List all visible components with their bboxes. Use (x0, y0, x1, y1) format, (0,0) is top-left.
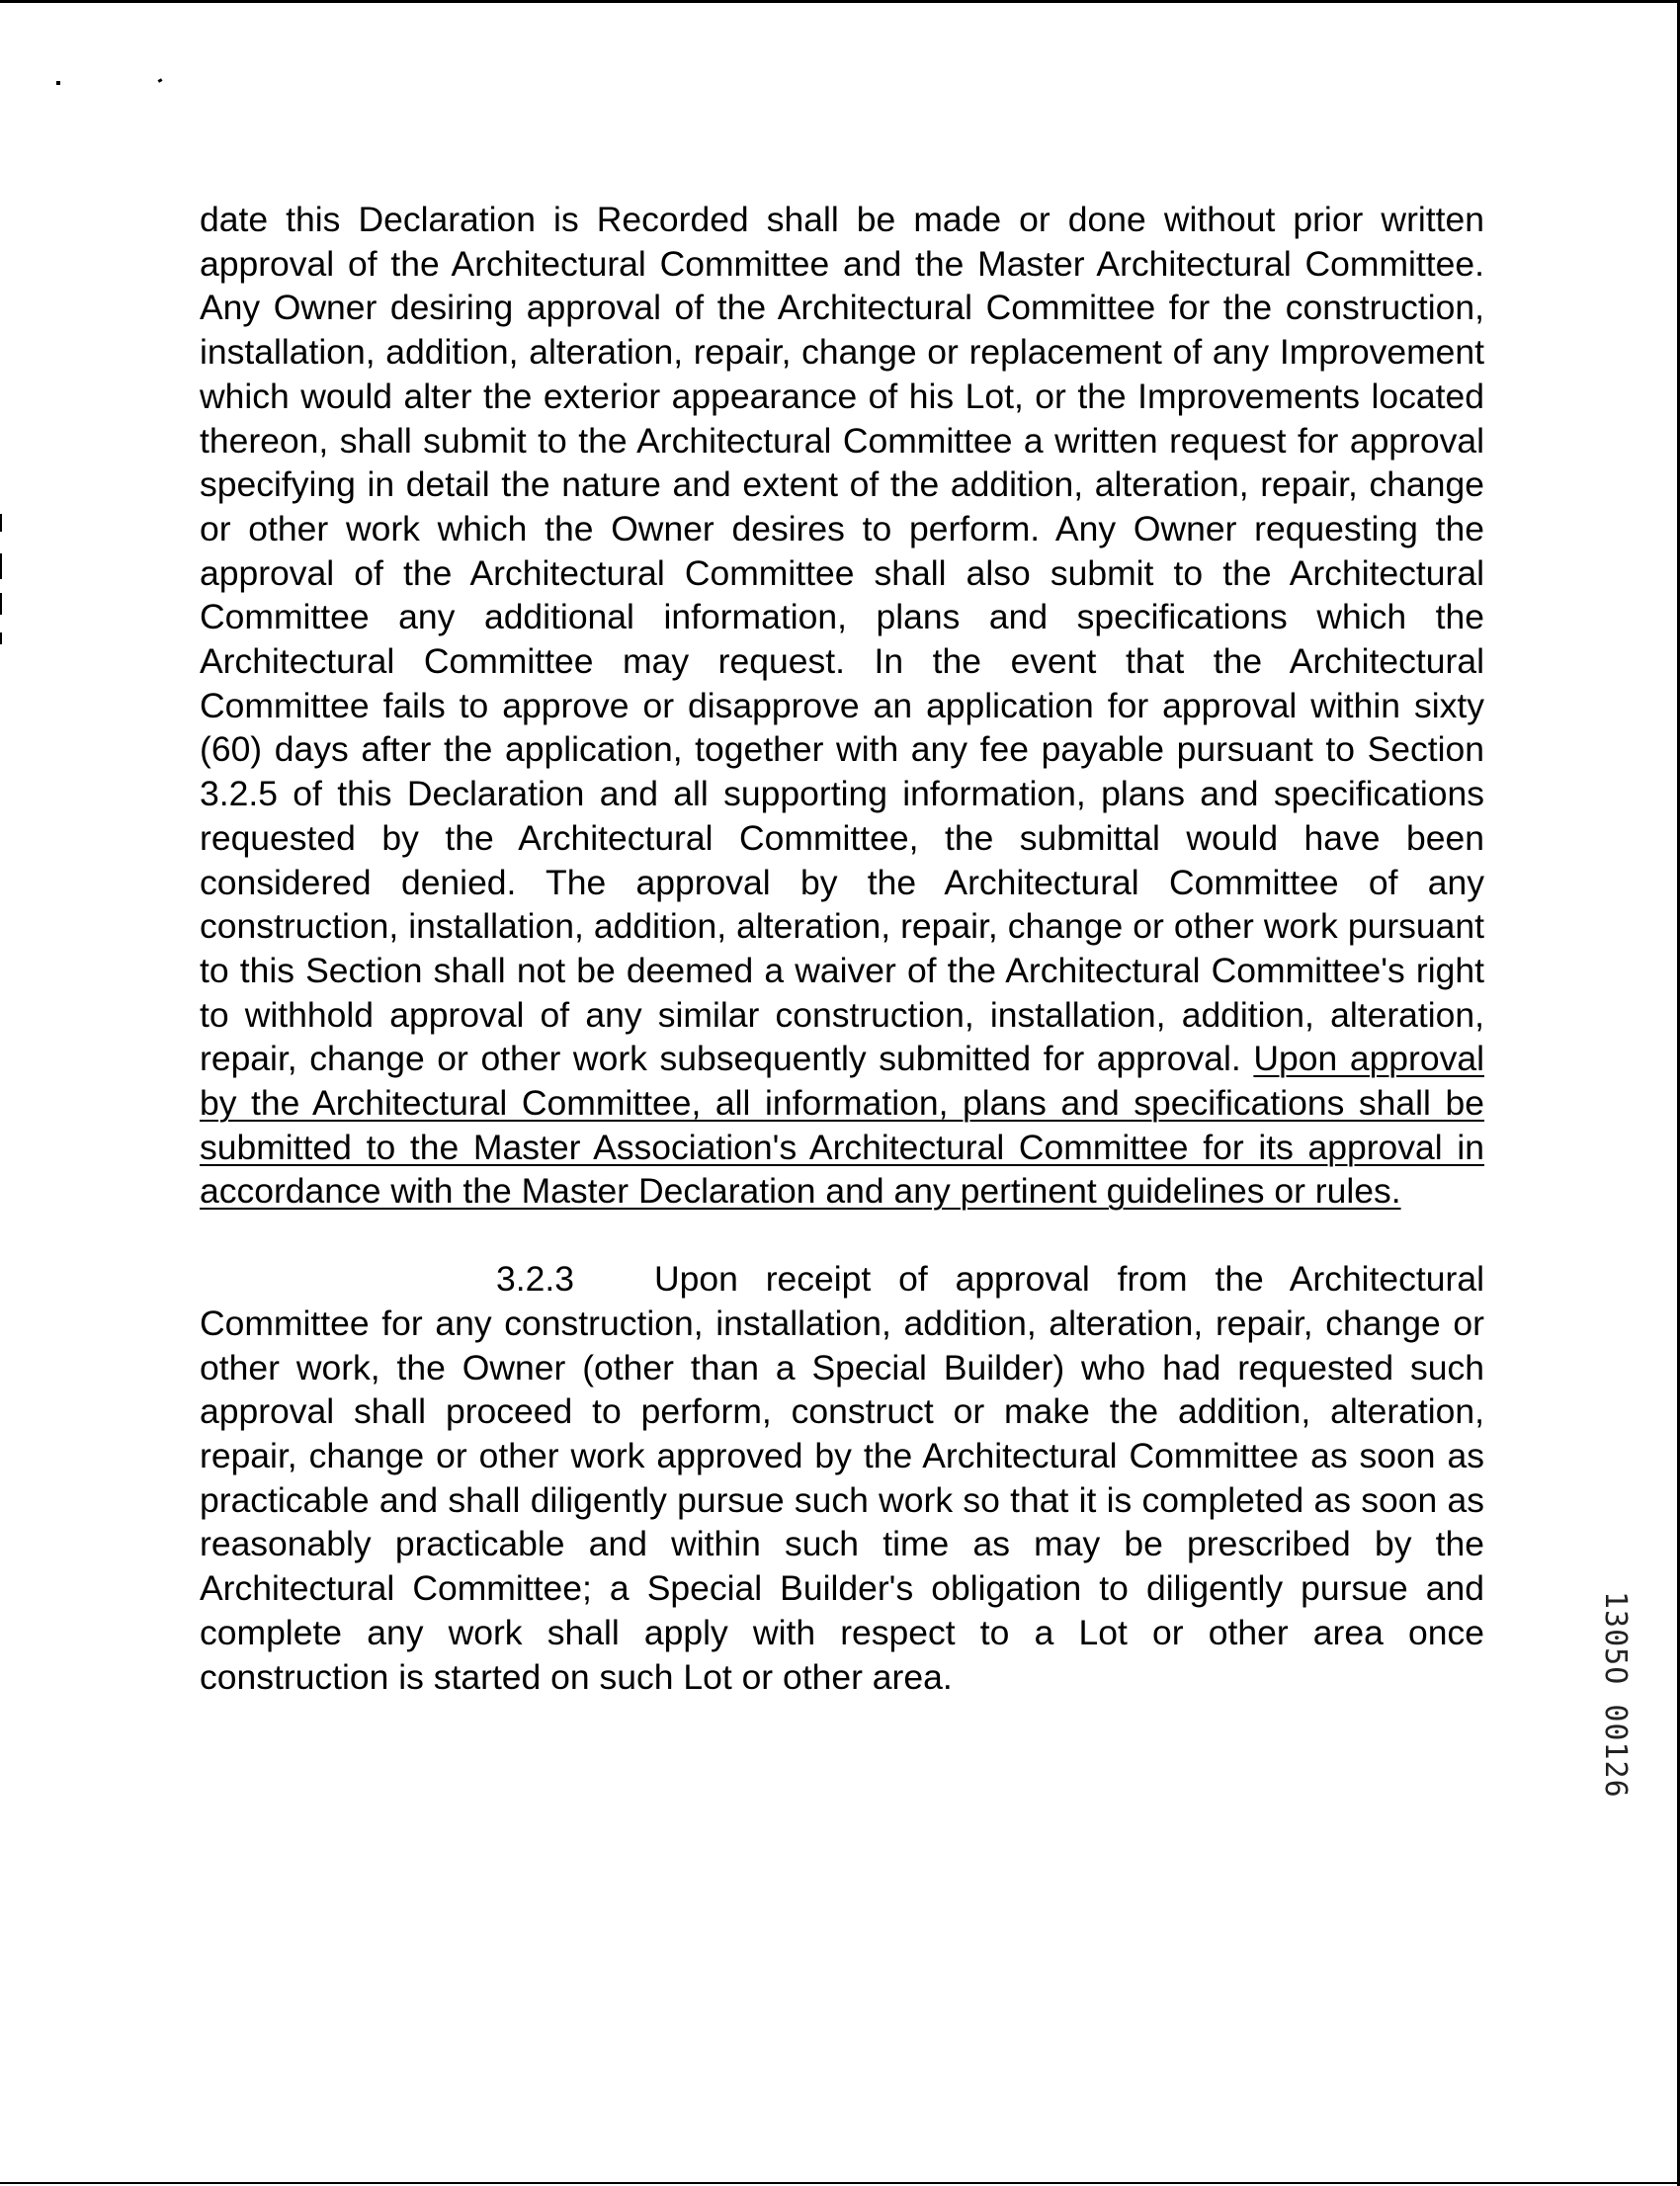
underlined-amendment-text: Upon approval by the Architectural Committee, all information, plans and specifications shall be submitted to the Master Association's Architectural Committee for its approval in accordance with the Master Declaration and any pertinent guidelines or rules. (200, 1039, 1484, 1212)
scan-edge-mark (0, 593, 2, 615)
page-edge-top (0, 0, 1680, 3)
recording-stamp (1599, 1591, 1638, 1858)
paragraph-text: Upon receipt of approval from the Architectural Committee for any construction, installation, addition, alteration, repair, change or other work, the Owner (other than a Special Builder) who had requested such approval shall proceed to perform, construct or make the addition, alteration, repair, change or other work approved by the Architectural Committee as soon as practicable and shall diligently pursue such work so that it is completed as soon as reasonably practicable and within such time as may be prescribed by the Architectural Committee; a Special Builder's obligation to diligently pursue and complete any work shall apply with respect to a Lot or other area once construction is started on such Lot or other area. (200, 1259, 1484, 1697)
scan-speck (56, 81, 60, 85)
paragraph-text: date this Declaration is Recorded shall be made or done without prior written approval of the Architectural Committee and the Master Architectural Committee. Any Owner desiring approval of the Architectural Committee for the construction, installation, addition, alteration, repair, change or replacement of any Improvement which would alter the exterior appearance of his Lot, or the Improvements located thereon, shall submit to the Architectural Committee a written request for approval specifying in detail the nature and extent of the addition, alteration, repair, change or other work which the Owner desires to perform. Any Owner requesting the approval of the Architectural Committee shall also submit to the Architectural Committee any additional information, plans and specifications which the Architectural Committee may request. In the event that the Architectural Committee fails to approve or disapprove an application for approval within sixty (60) days after the application, together with any fee payable pursuant to Section 3.2.5 of this Declaration and all supporting information, plans and specifications requested by the Architectural Committee, the submittal would have been considered denied. The approval by the Architectural Committee of any construction, installation, addition, alteration, repair, change or other work pursuant to this Section shall not be deemed a waiver of the Architectural Committee's right to withhold approval of any similar construction, installation, addition, alteration, repair, change or other work subsequently submitted for approval. (200, 200, 1484, 1079)
page-edge-bottom (0, 2182, 1680, 2184)
section-number: 3.2.3 (496, 1259, 574, 1300)
paragraph-gap (200, 1214, 1484, 1257)
document-body (200, 198, 1484, 1699)
scan-edge-mark (0, 632, 2, 644)
scan-speck (158, 78, 163, 83)
paragraph-3-2-3 (200, 1257, 1484, 1699)
recording-stamp-text: 1305O 00126 (1598, 1591, 1633, 1799)
scan-edge-mark (0, 514, 2, 532)
paragraph-3-2-2-continued (200, 198, 1484, 1214)
scan-edge-mark (0, 553, 2, 579)
